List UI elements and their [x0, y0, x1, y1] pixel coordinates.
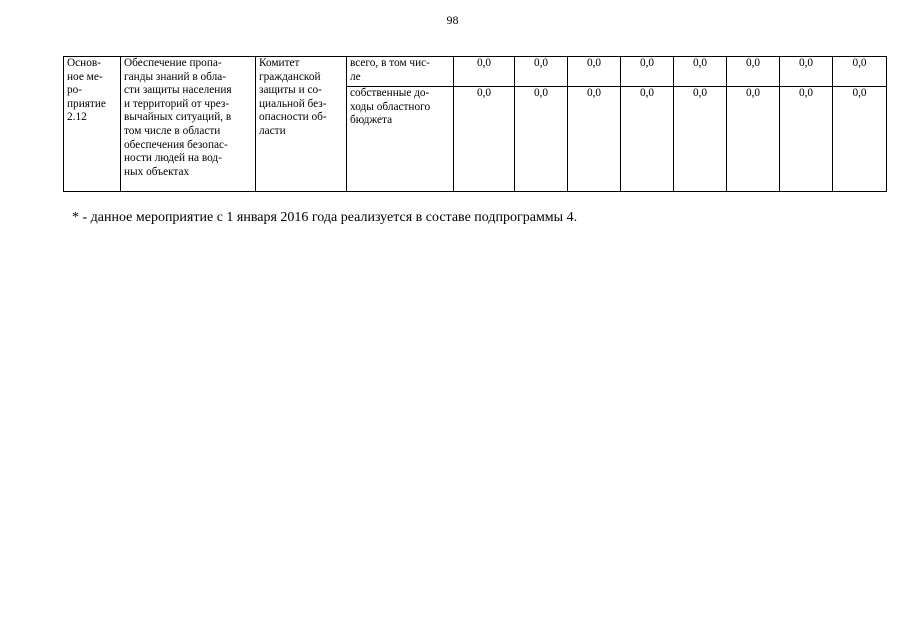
- value-cell: 0,0: [674, 57, 727, 87]
- activity-code: Основ- ное ме- ро- приятие 2.12: [67, 57, 106, 124]
- activity-name-cell: [121, 57, 256, 192]
- value-cell: 0,0: [780, 57, 833, 87]
- budget-table: [63, 56, 887, 192]
- value-cell: 0,0: [727, 57, 780, 87]
- value-cell: 0,0: [568, 87, 621, 192]
- table-row: [64, 57, 887, 87]
- footnote: * - данное мероприятие с 1 января 2016 года реализуется в составе подпрограммы 4.: [72, 210, 578, 225]
- responsible-cell: [256, 57, 347, 192]
- value-cell: 0,0: [833, 57, 887, 87]
- value-cell: 0,0: [454, 87, 515, 192]
- funding-source: собственные до- ходы областного бюджета: [350, 87, 431, 127]
- value-cell: 0,0: [780, 87, 833, 192]
- value-cell: 0,0: [833, 87, 887, 192]
- page-number: 98: [446, 13, 459, 27]
- funding-source-cell: [347, 57, 454, 87]
- funding-source-cell: [347, 87, 454, 192]
- value-cell: 0,0: [515, 87, 568, 192]
- funding-source: всего, в том чис- ле: [350, 57, 430, 83]
- value-cell: 0,0: [568, 57, 621, 87]
- value-cell: 0,0: [621, 57, 674, 87]
- value-cell: 0,0: [727, 87, 780, 192]
- value-cell: 0,0: [621, 87, 674, 192]
- activity-code-cell: [64, 57, 121, 192]
- value-cell: 0,0: [674, 87, 727, 192]
- value-cell: 0,0: [454, 57, 515, 87]
- value-cell: 0,0: [515, 57, 568, 87]
- activity-name: Обеспечение пропа- ганды знаний в обла- сти защиты населения и территорий от чрез- вычайных ситуаций, в том числе в области обеспечения безопас- ности людей на вод- ных объектах: [124, 57, 232, 178]
- responsible-executor: Комитет гражданской защиты и со- циальной без- опасности об- ласти: [259, 57, 327, 137]
